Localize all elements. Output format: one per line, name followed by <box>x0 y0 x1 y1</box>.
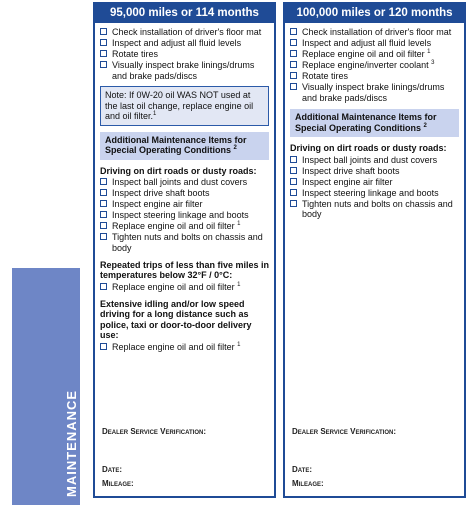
mileage-label: Mileage: <box>292 479 324 488</box>
checkbox[interactable] <box>290 189 297 196</box>
list-item: Inspect steering linkage and boots <box>100 210 270 221</box>
checklist <box>95 177 274 253</box>
service-column-100000 <box>283 2 466 498</box>
checklist <box>95 282 274 293</box>
checkbox[interactable] <box>100 283 107 290</box>
column-header: 95,000 miles or 114 months <box>95 4 274 23</box>
checkbox[interactable] <box>290 61 297 68</box>
list-item: Visually inspect brake linings/drums and brake pads/discs <box>100 60 270 81</box>
date-label: Date: <box>102 465 122 474</box>
checkbox[interactable] <box>100 28 107 35</box>
checkbox[interactable] <box>100 233 107 240</box>
checkbox[interactable] <box>290 156 297 163</box>
list-item: Inspect and adjust all fluid levels <box>100 38 270 49</box>
checkbox[interactable] <box>100 222 107 229</box>
list-item: Inspect engine air filter <box>290 177 460 188</box>
mileage-label: Mileage: <box>102 479 134 488</box>
list-item: Rotate tires <box>290 71 460 82</box>
checkbox[interactable] <box>100 343 107 350</box>
date-label: Date: <box>292 465 312 474</box>
list-item: Inspect ball joints and dust covers <box>290 155 460 166</box>
checkbox[interactable] <box>290 50 297 57</box>
list-item: Inspect ball joints and dust covers <box>100 177 270 188</box>
list-item: Inspect drive shaft boots <box>100 188 270 199</box>
checkbox[interactable] <box>100 178 107 185</box>
condition-title: Extensive idling and/or low speed driving for a long distance such as police, taxi or door-to-door delivery use: <box>100 298 252 340</box>
list-item: Tighten nuts and bolts on chassis and body <box>100 232 270 253</box>
checkbox[interactable] <box>100 39 107 46</box>
checkbox[interactable] <box>290 178 297 185</box>
list-item: Tighten nuts and bolts on chassis and body <box>290 199 460 220</box>
additional-items-heading: Additional Maintenance Items for Special Operating Conditions $^2$ <box>290 109 459 137</box>
list-item: Inspect steering linkage and boots <box>290 188 460 199</box>
condition-title: Driving on dirt roads or dusty roads: <box>100 165 257 176</box>
list-item: Inspect drive shaft boots <box>290 166 460 177</box>
checkbox[interactable] <box>290 83 297 90</box>
checklist <box>285 155 464 220</box>
list-item: Replace engine oil and oil filter $^1$ <box>290 49 460 60</box>
list-item: Replace engine oil and oil filter $^1$ <box>100 282 270 293</box>
condition-title: Repeated trips of less than five miles in temperatures below 32°F / 0°C: <box>100 259 270 280</box>
service-column-95000 <box>93 2 276 498</box>
list-item: Replace engine oil and oil filter $^1$ <box>100 342 270 353</box>
checkbox[interactable] <box>100 200 107 207</box>
checklist <box>95 23 274 81</box>
additional-items-heading: Additional Maintenance Items for Special Operating Conditions $^2$ <box>100 132 269 160</box>
list-item: Replace engine/inverter coolant $^3$ <box>290 60 460 71</box>
dealer-verification-label: Dealer Service Verification: <box>292 427 397 436</box>
list-item: Replace engine oil and oil filter $^1$ <box>100 221 270 232</box>
list-item: Rotate tires <box>100 49 270 60</box>
oil-note: Note: If 0W-20 oil WAS NOT used at the last oil change, replace engine oil and oil filter.$^1$ <box>100 86 269 126</box>
checkbox[interactable] <box>100 50 107 57</box>
maintenance-tab-label: MAINTENANCE <box>64 389 79 497</box>
list-item: Check installation of driver's floor mat <box>290 27 460 38</box>
checkbox[interactable] <box>290 167 297 174</box>
checkbox[interactable] <box>100 61 107 68</box>
checkbox[interactable] <box>290 72 297 79</box>
checkbox[interactable] <box>100 189 107 196</box>
checklist <box>285 23 464 103</box>
checkbox[interactable] <box>290 200 297 207</box>
list-item: Check installation of driver's floor mat <box>100 27 270 38</box>
checkbox[interactable] <box>290 28 297 35</box>
checklist <box>95 342 274 353</box>
checkbox[interactable] <box>100 211 107 218</box>
column-header: 100,000 miles or 120 months <box>285 4 464 23</box>
condition-title: Driving on dirt roads or dusty roads: <box>290 143 447 153</box>
list-item: Inspect engine air filter <box>100 199 270 210</box>
list-item: Inspect and adjust all fluid levels <box>290 38 460 49</box>
checkbox[interactable] <box>290 39 297 46</box>
list-item: Visually inspect brake linings/drums and brake pads/discs <box>290 82 460 103</box>
dealer-verification-label: Dealer Service Verification: <box>102 427 207 436</box>
